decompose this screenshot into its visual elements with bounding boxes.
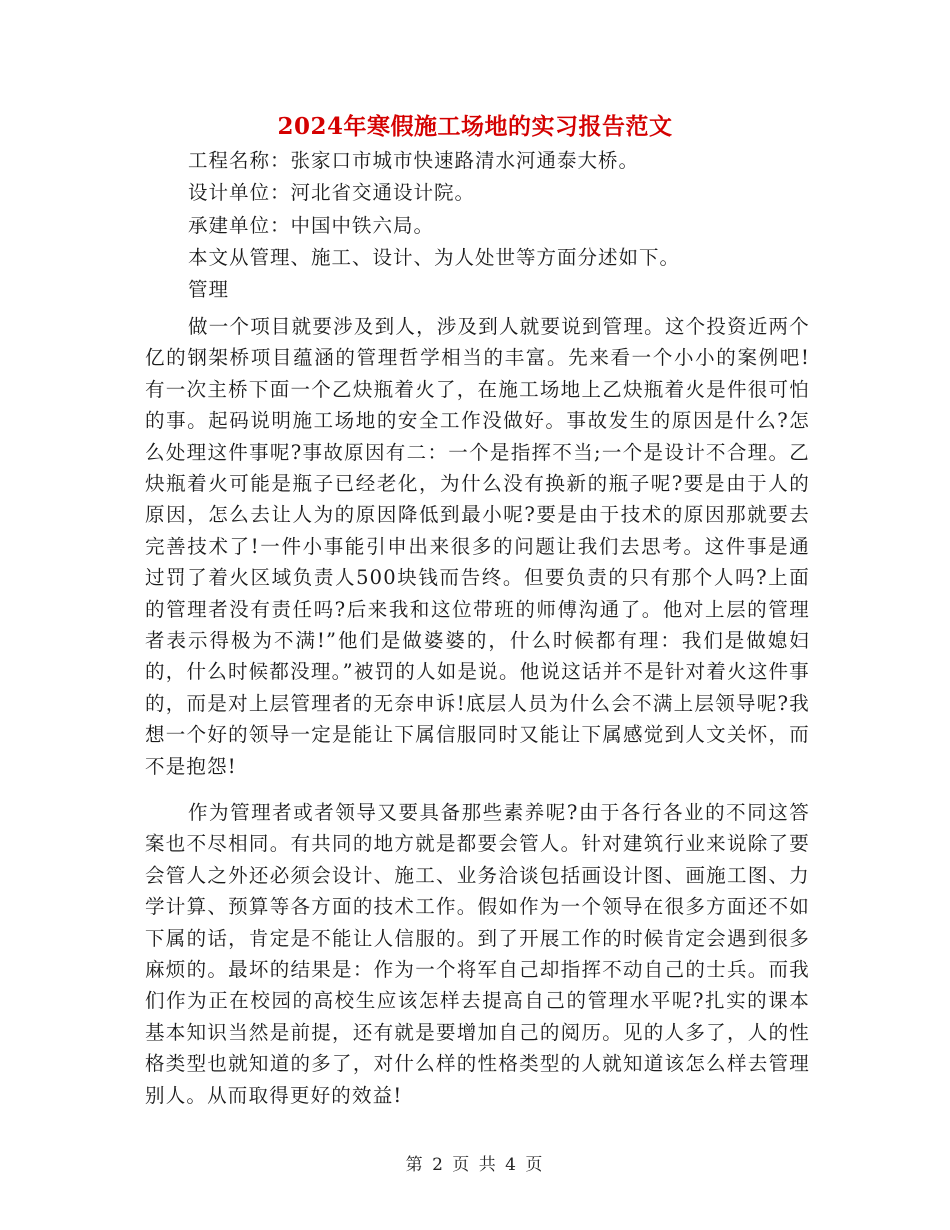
intro-line: 本文从管理、施工、设计、为人处世等方面分述如下。 [188, 246, 681, 269]
contractor-line: 承建单位：中国中铁六局。 [188, 214, 435, 237]
design-unit-line: 设计单位：河北省交通设计院。 [188, 181, 476, 204]
body-paragraph: 作为管理者或者领导又要具备那些素养呢?由于各行各业的不同这答案也不尽相同。有共同的地方就是都要会管人。针对建筑行业来说除了要会管人之外还必须会设计、施工、业务洽谈包括画设计图、画施工图、力学计算、预算等各方面的技术工作。假如作为一个领导在很多方面还不如下属的话，肯定是不能让人信服的。到了开展工作的时候肯定会遇到很多麻烦的。最坏的结果是：作为一个将军自己却指挥不动自己的士兵。而我们作为正在校园的高校生应该怎样去提高自己的管理水平呢?扎实的课本基本知识当然是前提，还有就是要增加自己的阅历。见的人多了，人的性格类型也就知道的多了，对什么样的性格类型的人就知道该怎么样去管理别人。从而取得更好的效益! [145, 801, 810, 1107]
body-paragraph: 做一个项目就要涉及到人，涉及到人就要说到管理。这个投资近两个亿的钢架桥项目蕴涵的管理哲学相当的丰富。先来看一个小小的案例吧!有一次主桥下面一个乙炔瓶着火了，在施工场地上乙炔瓶着火是件很可怕的事。起码说明施工场地的安全工作没做好。事故发生的原因是什么?怎么处理这件事呢?事故原因有二：一个是指挥不当;一个是设计不合理。乙炔瓶着火可能是瓶子已经老化，为什么没有换新的瓶子呢?要是由于人的原因，怎么去让人为的原因降低到最小呢?要是由于技术的原因那就要去完善技术了!一件小事能引申出来很多的问题让我们去思考。这件事是通过罚了着火区域负责人500块钱而告终。但要负责的只有那个人吗?上面的管理者没有责任吗?后来我和这位带班的师傅沟通了。他对上层的管理者表示得极为不满!”他们是做婆婆的，什么时候都有理：我们是做媳妇的，什么时候都没理。”被罚的人如是说。他说这话并不是针对着火这件事的，而是对上层管理者的无奈申诉!底层人员为什么会不满上层领导呢?我想一个好的领导一定是能让下属信服同时又能让下属感觉到人文关怀，而不是抱怨! [145, 315, 810, 778]
section-heading-management: 管理 [188, 278, 230, 301]
page-footer: 第 2 页 共 4 页 [405, 1155, 545, 1175]
project-name-line: 工程名称：张家口市城市快速路清水河通泰大桥。 [188, 149, 640, 172]
document-title: 2024年寒假施工场地的实习报告范文 [277, 113, 673, 140]
